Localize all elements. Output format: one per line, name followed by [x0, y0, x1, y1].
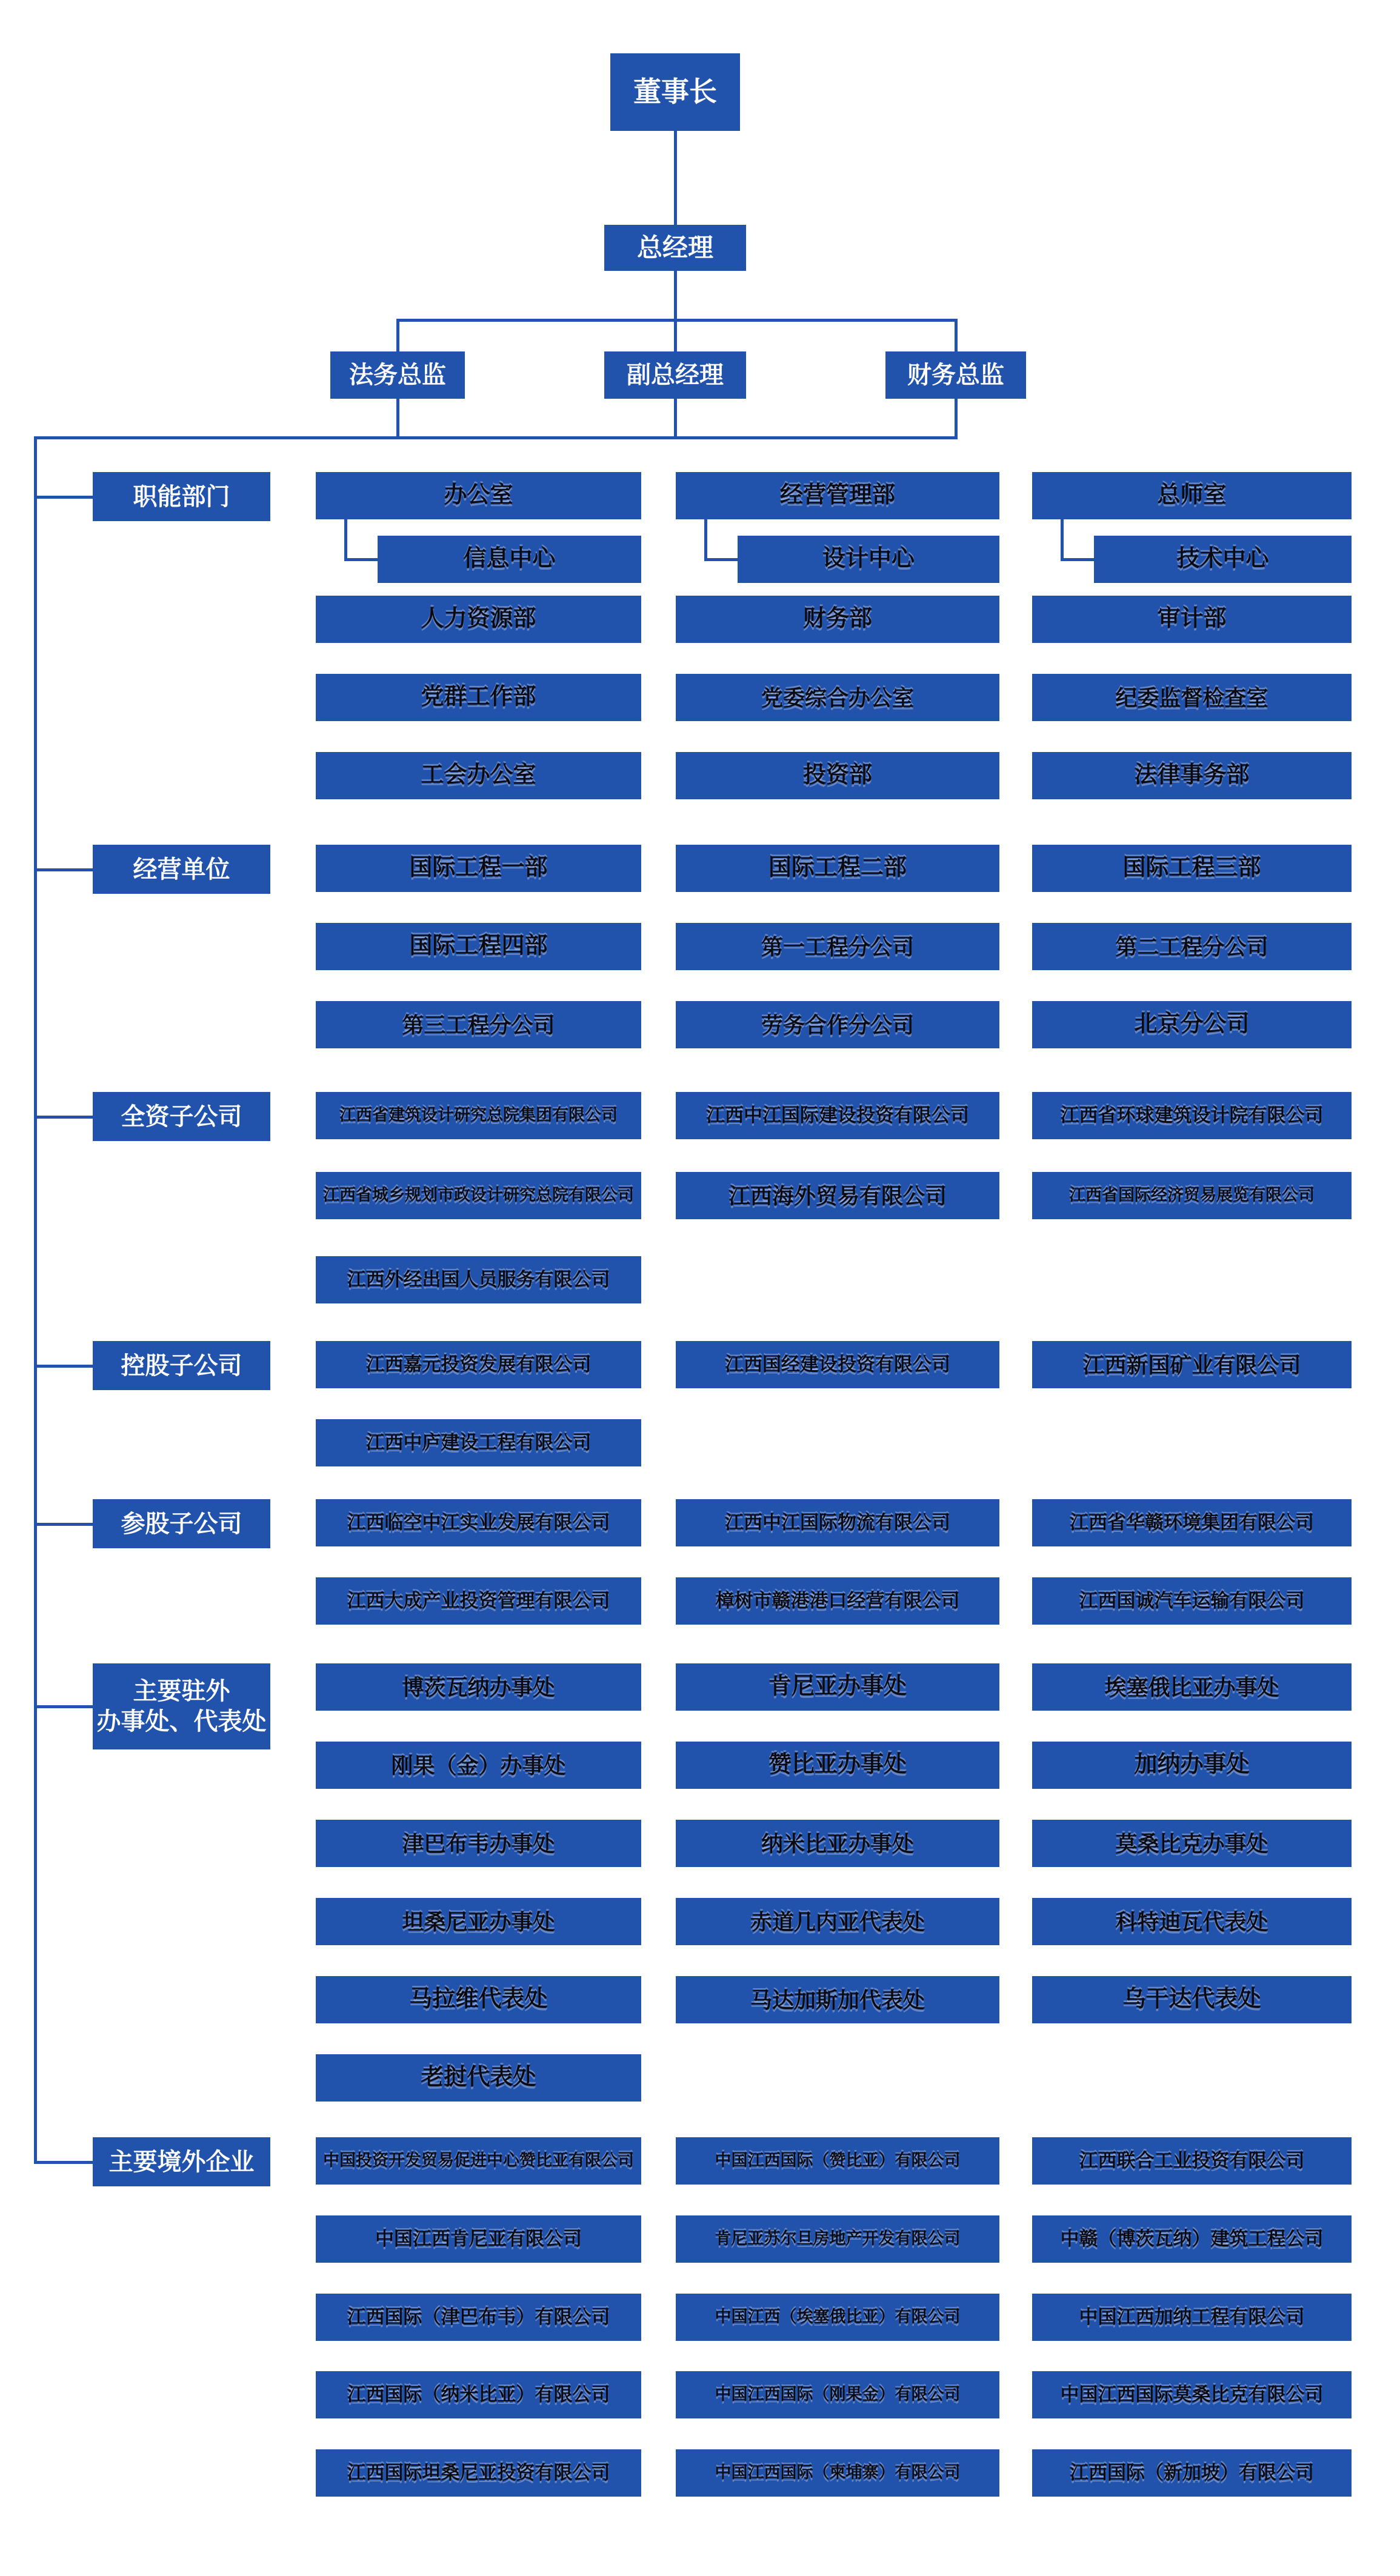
connector-line — [396, 399, 399, 436]
finance-director-box: 财务总监 — [885, 351, 1026, 399]
dept-box: 北京分公司 — [1032, 1001, 1352, 1048]
dept-box: 肯尼亚办事处 — [676, 1663, 999, 1711]
sub-dept-box: 设计中心 — [738, 536, 999, 583]
dept-box: 江西省国际经济贸易展览有限公司 — [1032, 1172, 1352, 1219]
section-label — [93, 1663, 270, 1749]
dept-box: 国际工程三部 — [1032, 845, 1352, 892]
dept-box: 马达加斯加代表处 — [676, 1976, 999, 2023]
dept-box: 江西嘉元投资发展有限公司 — [316, 1341, 641, 1388]
dept-box: 江西省华赣环境集团有限公司 — [1032, 1499, 1352, 1546]
sub-dept-box: 信息中心 — [378, 536, 641, 583]
connector-line — [704, 558, 738, 561]
dept-box: 江西临空中江实业发展有限公司 — [316, 1499, 641, 1546]
dept-box: 中国江西国际（柬埔寨）有限公司 — [676, 2449, 999, 2497]
dept-box: 财务部 — [676, 596, 999, 643]
dept-box: 中国江西国际莫桑比克有限公司 — [1032, 2371, 1352, 2418]
connector-line — [344, 519, 347, 561]
connector-line — [674, 271, 677, 319]
connector-line — [955, 319, 958, 351]
dept-box: 第二工程分公司 — [1032, 923, 1352, 970]
dept-box: 国际工程四部 — [316, 923, 641, 970]
connector-line — [674, 131, 677, 225]
dept-box: 中赣（博茨瓦纳）建筑工程公司 — [1032, 2215, 1352, 2263]
section-label-line: 主要驻外 — [133, 1678, 230, 1705]
dept-box: 江西省建筑设计研究总院集团有限公司 — [316, 1092, 641, 1139]
dept-box: 人力资源部 — [316, 596, 641, 643]
dept-box: 办公室 — [316, 472, 641, 519]
section-label: 控股子公司 — [93, 1341, 270, 1390]
dept-box: 赤道几内亚代表处 — [676, 1898, 999, 1945]
connector-line — [396, 319, 399, 351]
sub-dept-box: 技术中心 — [1094, 536, 1352, 583]
dept-box: 江西国际坦桑尼亚投资有限公司 — [316, 2449, 641, 2497]
deputy-gm-box: 副总经理 — [604, 351, 746, 399]
dept-box: 肯尼亚苏尔旦房地产开发有限公司 — [676, 2215, 999, 2263]
dept-box: 经营管理部 — [676, 472, 999, 519]
dept-box: 江西中庐建设工程有限公司 — [316, 1419, 641, 1466]
connector-line — [34, 436, 958, 439]
dept-box: 江西海外贸易有限公司 — [676, 1172, 999, 1219]
dept-box: 中国江西国际（刚果金）有限公司 — [676, 2371, 999, 2418]
connector-line — [674, 399, 677, 436]
connector-line — [396, 319, 958, 322]
dept-box: 中国投资开发贸易促进中心赞比亚有限公司 — [316, 2137, 641, 2185]
dept-box: 中国江西国际（赞比亚）有限公司 — [676, 2137, 999, 2185]
section-label: 全资子公司 — [93, 1092, 270, 1141]
dept-box: 马拉维代表处 — [316, 1976, 641, 2023]
dept-box: 工会办公室 — [316, 752, 641, 799]
connector-line — [704, 519, 707, 561]
dept-box: 江西外经出国人员服务有限公司 — [316, 1256, 641, 1303]
dept-box: 坦桑尼亚办事处 — [316, 1898, 641, 1945]
dept-box: 审计部 — [1032, 596, 1352, 643]
connector-line — [674, 319, 677, 351]
connector-line — [34, 868, 93, 871]
section-label: 职能部门 — [93, 472, 270, 521]
dept-box: 加纳办事处 — [1032, 1742, 1352, 1789]
dept-box: 江西省城乡规划市政设计研究总院有限公司 — [316, 1172, 641, 1219]
dept-box: 江西联合工业投资有限公司 — [1032, 2137, 1352, 2185]
dept-box: 国际工程二部 — [676, 845, 999, 892]
section-label: 经营单位 — [93, 845, 270, 894]
connector-line — [34, 2161, 93, 2164]
dept-box: 纳米比亚办事处 — [676, 1820, 999, 1867]
dept-box: 乌干达代表处 — [1032, 1976, 1352, 2023]
connector-line — [34, 1523, 93, 1526]
dept-box: 国际工程一部 — [316, 845, 641, 892]
dept-box: 总师室 — [1032, 472, 1352, 519]
dept-box: 樟树市赣港港口经营有限公司 — [676, 1577, 999, 1625]
dept-box: 投资部 — [676, 752, 999, 799]
connector-line — [1061, 558, 1094, 561]
chairman-box: 董事长 — [610, 53, 740, 131]
dept-box: 中国江西（埃塞俄比亚）有限公司 — [676, 2294, 999, 2341]
connector-line — [34, 496, 93, 499]
dept-box: 第三工程分公司 — [316, 1001, 641, 1048]
dept-box: 刚果（金）办事处 — [316, 1742, 641, 1789]
section-label: 参股子公司 — [93, 1499, 270, 1548]
dept-box: 埃塞俄比亚办事处 — [1032, 1663, 1352, 1711]
dept-box: 老挝代表处 — [316, 2054, 641, 2102]
dept-box: 江西中江国际物流有限公司 — [676, 1499, 999, 1546]
dept-box: 莫桑比克办事处 — [1032, 1820, 1352, 1867]
dept-box: 科特迪瓦代表处 — [1032, 1898, 1352, 1945]
connector-line — [344, 558, 378, 561]
section-label-line: 办事处、代表处 — [96, 1708, 267, 1735]
dept-box: 博茨瓦纳办事处 — [316, 1663, 641, 1711]
dept-box: 中国江西肯尼亚有限公司 — [316, 2215, 641, 2263]
connector-line — [34, 1705, 93, 1708]
dept-box: 江西国诚汽车运输有限公司 — [1032, 1577, 1352, 1625]
section-label: 主要境外企业 — [93, 2137, 270, 2186]
dept-box: 江西省环球建筑设计院有限公司 — [1032, 1092, 1352, 1139]
dept-box: 江西国际（津巴布韦）有限公司 — [316, 2294, 641, 2341]
connector-line — [955, 399, 958, 436]
connector-line — [1061, 519, 1064, 561]
dept-box: 江西国经建设投资有限公司 — [676, 1341, 999, 1388]
dept-box: 中国江西加纳工程有限公司 — [1032, 2294, 1352, 2341]
dept-box: 江西国际（新加坡）有限公司 — [1032, 2449, 1352, 2497]
legal-director-box: 法务总监 — [330, 351, 465, 399]
dept-box: 江西新国矿业有限公司 — [1032, 1341, 1352, 1388]
dept-box: 江西中江国际建设投资有限公司 — [676, 1092, 999, 1139]
dept-box: 劳务合作分公司 — [676, 1001, 999, 1048]
dept-box: 纪委监督检查室 — [1032, 674, 1352, 721]
dept-box: 第一工程分公司 — [676, 923, 999, 970]
dept-box: 党群工作部 — [316, 674, 641, 721]
connector-line — [34, 1365, 93, 1368]
connector-line — [34, 1116, 93, 1119]
dept-box: 江西国际（纳米比亚）有限公司 — [316, 2371, 641, 2418]
general-manager-box: 总经理 — [604, 225, 746, 271]
connector-line — [34, 436, 37, 2162]
dept-box: 党委综合办公室 — [676, 674, 999, 721]
dept-box: 津巴布韦办事处 — [316, 1820, 641, 1867]
dept-box: 赞比亚办事处 — [676, 1742, 999, 1789]
dept-box: 江西大成产业投资管理有限公司 — [316, 1577, 641, 1625]
dept-box: 法律事务部 — [1032, 752, 1352, 799]
